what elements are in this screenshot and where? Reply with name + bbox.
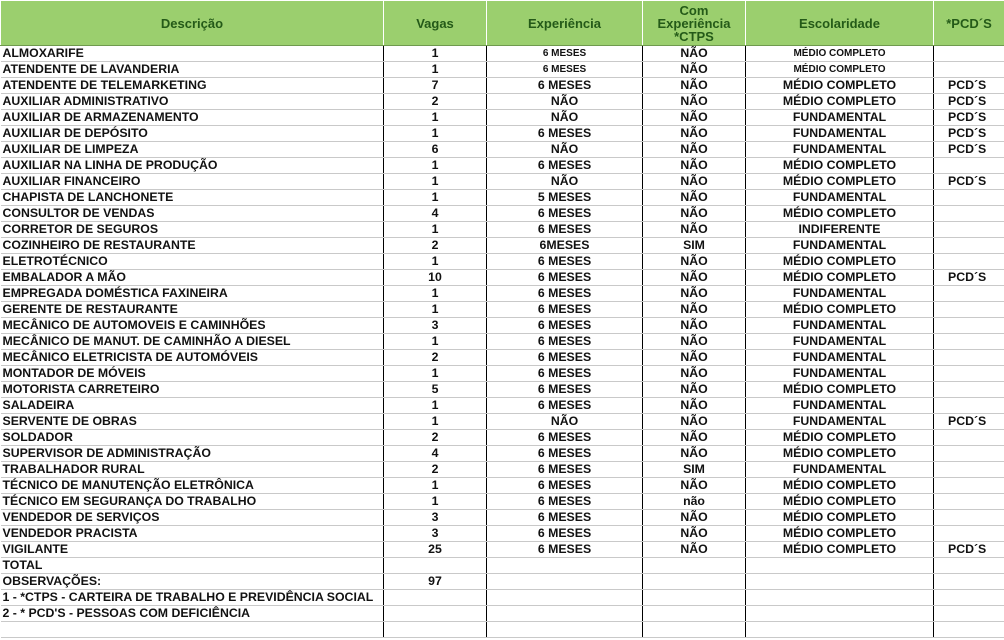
total-empty-pcd bbox=[934, 558, 1004, 574]
schooling-cell: FUNDAMENTAL bbox=[746, 126, 934, 142]
obs-empty-pcd bbox=[934, 574, 1004, 590]
pcd-eligible-cell bbox=[934, 222, 1004, 238]
pcd-eligible-cell: PCD´S bbox=[934, 94, 1004, 110]
job-title-cell: SALADEIRA bbox=[1, 398, 384, 414]
job-title-cell: ELETROTÉCNICO bbox=[1, 254, 384, 270]
experience-cell: 6 MESES bbox=[487, 206, 643, 222]
job-title-cell: SERVENTE DE OBRAS bbox=[1, 414, 384, 430]
experience-cell: 6 MESES bbox=[487, 78, 643, 94]
note2-empty-experiencia bbox=[487, 606, 643, 622]
ctps-experience-cell: NÃO bbox=[643, 526, 746, 542]
pcd-eligible-cell bbox=[934, 398, 1004, 414]
vacancies-cell: 10 bbox=[384, 270, 487, 286]
schooling-cell: MÉDIO COMPLETO bbox=[746, 270, 934, 286]
experience-cell: 6 MESES bbox=[487, 494, 643, 510]
experience-cell: 6 MESES bbox=[487, 334, 643, 350]
experience-cell: 6 MESES bbox=[487, 542, 643, 558]
ctps-experience-cell: NÃO bbox=[643, 126, 746, 142]
ctps-experience-cell: NÃO bbox=[643, 430, 746, 446]
blank-row bbox=[1, 622, 1004, 638]
pcd-eligible-cell bbox=[934, 478, 1004, 494]
header-experiencia: Experiência bbox=[487, 1, 643, 46]
table-header bbox=[1, 1, 1004, 46]
schooling-cell: MÉDIO COMPLETO bbox=[746, 254, 934, 270]
schooling-cell: MÉDIO COMPLETO bbox=[746, 302, 934, 318]
schooling-cell: MÉDIO COMPLETO bbox=[746, 94, 934, 110]
experience-cell: 6 MESES bbox=[487, 462, 643, 478]
table-row bbox=[1, 238, 1004, 254]
note2-empty-ctps bbox=[643, 606, 746, 622]
pcd-eligible-cell bbox=[934, 254, 1004, 270]
ctps-experience-cell: NÃO bbox=[643, 414, 746, 430]
job-title-cell: AUXILIAR ADMINISTRATIVO bbox=[1, 94, 384, 110]
note2-empty-escolaridade bbox=[746, 606, 934, 622]
blank-cell-escolaridade bbox=[746, 622, 934, 638]
schooling-cell: MÉDIO COMPLETO bbox=[746, 158, 934, 174]
schooling-cell: FUNDAMENTAL bbox=[746, 238, 934, 254]
schooling-cell: MÉDIO COMPLETO bbox=[746, 494, 934, 510]
job-title-cell: ALMOXARIFE bbox=[1, 46, 384, 62]
table-body bbox=[1, 46, 1004, 638]
table-row bbox=[1, 126, 1004, 142]
vacancies-cell: 1 bbox=[384, 286, 487, 302]
table-row bbox=[1, 350, 1004, 366]
experience-cell: 6 MESES bbox=[487, 270, 643, 286]
total-empty-ctps bbox=[643, 558, 746, 574]
note1-empty-experiencia bbox=[487, 590, 643, 606]
vacancies-cell: 6 bbox=[384, 142, 487, 158]
vacancies-cell: 5 bbox=[384, 382, 487, 398]
schooling-cell: MÉDIO COMPLETO bbox=[746, 206, 934, 222]
ctps-experience-cell: NÃO bbox=[643, 478, 746, 494]
schooling-cell: MÉDIO COMPLETO bbox=[746, 526, 934, 542]
note1-empty-pcd bbox=[934, 590, 1004, 606]
ctps-experience-cell: NÃO bbox=[643, 174, 746, 190]
experience-cell: 6MESES bbox=[487, 238, 643, 254]
job-title-cell: CORRETOR DE SEGUROS bbox=[1, 222, 384, 238]
experience-cell: NÃO bbox=[487, 94, 643, 110]
vacancies-cell: 1 bbox=[384, 222, 487, 238]
table-row bbox=[1, 398, 1004, 414]
schooling-cell: MÉDIO COMPLETO bbox=[746, 478, 934, 494]
schooling-cell: FUNDAMENTAL bbox=[746, 350, 934, 366]
header-pcd: *PCD´S bbox=[934, 1, 1004, 46]
table-row bbox=[1, 174, 1004, 190]
observacoes-label: OBSERVAÇÕES: bbox=[1, 574, 384, 590]
schooling-cell: FUNDAMENTAL bbox=[746, 334, 934, 350]
note1-empty-escolaridade bbox=[746, 590, 934, 606]
pcd-eligible-cell: PCD´S bbox=[934, 110, 1004, 126]
job-title-cell: TÉCNICO EM SEGURANÇA DO TRABALHO bbox=[1, 494, 384, 510]
vacancies-cell: 1 bbox=[384, 190, 487, 206]
total-empty-escolaridade bbox=[746, 558, 934, 574]
table-row bbox=[1, 318, 1004, 334]
job-title-cell: MOTORISTA CARRETEIRO bbox=[1, 382, 384, 398]
table-row bbox=[1, 494, 1004, 510]
job-title-cell: TÉCNICO DE MANUTENÇÃO ELETRÔNICA bbox=[1, 478, 384, 494]
ctps-experience-cell: NÃO bbox=[643, 142, 746, 158]
pcd-eligible-cell bbox=[934, 430, 1004, 446]
pcd-eligible-cell: PCD´S bbox=[934, 142, 1004, 158]
vacancies-cell: 1 bbox=[384, 62, 487, 78]
ctps-experience-cell: NÃO bbox=[643, 110, 746, 126]
schooling-cell: MÉDIO COMPLETO bbox=[746, 62, 934, 78]
schooling-cell: MÉDIO COMPLETO bbox=[746, 382, 934, 398]
vacancies-cell: 2 bbox=[384, 238, 487, 254]
job-title-cell: VIGILANTE bbox=[1, 542, 384, 558]
job-title-cell: VENDEDOR PRACISTA bbox=[1, 526, 384, 542]
experience-cell: 6 MESES bbox=[487, 46, 643, 62]
table-row bbox=[1, 382, 1004, 398]
table-row bbox=[1, 254, 1004, 270]
schooling-cell: FUNDAMENTAL bbox=[746, 398, 934, 414]
observacoes-row bbox=[1, 574, 1004, 590]
ctps-experience-cell: NÃO bbox=[643, 334, 746, 350]
ctps-experience-cell: NÃO bbox=[643, 350, 746, 366]
table-row bbox=[1, 206, 1004, 222]
ctps-experience-cell: NÃO bbox=[643, 62, 746, 78]
pcd-eligible-cell bbox=[934, 286, 1004, 302]
pcd-eligible-cell bbox=[934, 350, 1004, 366]
table-row bbox=[1, 334, 1004, 350]
experience-cell: NÃO bbox=[487, 142, 643, 158]
experience-cell: 6 MESES bbox=[487, 366, 643, 382]
vacancies-cell: 7 bbox=[384, 78, 487, 94]
pcd-eligible-cell bbox=[934, 318, 1004, 334]
vacancies-cell: 1 bbox=[384, 414, 487, 430]
table-row bbox=[1, 526, 1004, 542]
job-title-cell: VENDEDOR DE SERVIÇOS bbox=[1, 510, 384, 526]
job-title-cell: CONSULTOR DE VENDAS bbox=[1, 206, 384, 222]
job-title-cell: MONTADOR DE MÓVEIS bbox=[1, 366, 384, 382]
ctps-experience-cell: NÃO bbox=[643, 302, 746, 318]
blank-cell-experiencia bbox=[487, 622, 643, 638]
job-title-cell: SUPERVISOR DE ADMINISTRAÇÃO bbox=[1, 446, 384, 462]
table-row bbox=[1, 462, 1004, 478]
schooling-cell: MÉDIO COMPLETO bbox=[746, 510, 934, 526]
job-title-cell: AUXILIAR DE LIMPEZA bbox=[1, 142, 384, 158]
table-row bbox=[1, 94, 1004, 110]
pcd-eligible-cell bbox=[934, 190, 1004, 206]
ctps-experience-cell: NÃO bbox=[643, 446, 746, 462]
job-title-cell: EMPREGADA DOMÉSTICA FAXINEIRA bbox=[1, 286, 384, 302]
ctps-experience-cell: SIM bbox=[643, 462, 746, 478]
experience-cell: 6 MESES bbox=[487, 478, 643, 494]
schooling-cell: MÉDIO COMPLETO bbox=[746, 542, 934, 558]
experience-cell: 6 MESES bbox=[487, 430, 643, 446]
ctps-experience-cell: SIM bbox=[643, 238, 746, 254]
schooling-cell: MÉDIO COMPLETO bbox=[746, 446, 934, 462]
experience-cell: 6 MESES bbox=[487, 254, 643, 270]
note-row-pcd bbox=[1, 606, 1004, 622]
experience-cell: 6 MESES bbox=[487, 318, 643, 334]
ctps-experience-cell: NÃO bbox=[643, 78, 746, 94]
pcd-eligible-cell: PCD´S bbox=[934, 542, 1004, 558]
header-vagas: Vagas bbox=[384, 1, 487, 46]
pcd-eligible-cell bbox=[934, 62, 1004, 78]
total-value: 97 bbox=[384, 574, 487, 590]
ctps-experience-cell: NÃO bbox=[643, 46, 746, 62]
pcd-eligible-cell bbox=[934, 510, 1004, 526]
note1-empty-ctps bbox=[643, 590, 746, 606]
job-title-cell: AUXILIAR DE DEPÓSITO bbox=[1, 126, 384, 142]
pcd-eligible-cell bbox=[934, 158, 1004, 174]
vacancies-cell: 3 bbox=[384, 318, 487, 334]
pcd-eligible-cell: PCD´S bbox=[934, 270, 1004, 286]
schooling-cell: FUNDAMENTAL bbox=[746, 190, 934, 206]
schooling-cell: FUNDAMENTAL bbox=[746, 142, 934, 158]
vacancies-cell: 3 bbox=[384, 526, 487, 542]
job-title-cell: MECÂNICO DE AUTOMOVEIS E CAMINHÕES bbox=[1, 318, 384, 334]
schooling-cell: MÉDIO COMPLETO bbox=[746, 46, 934, 62]
experience-cell: 6 MESES bbox=[487, 526, 643, 542]
job-title-cell: COZINHEIRO DE RESTAURANTE bbox=[1, 238, 384, 254]
vacancies-cell: 4 bbox=[384, 206, 487, 222]
job-title-cell: AUXILIAR FINANCEIRO bbox=[1, 174, 384, 190]
pcd-eligible-cell bbox=[934, 366, 1004, 382]
experience-cell: NÃO bbox=[487, 414, 643, 430]
pcd-eligible-cell bbox=[934, 526, 1004, 542]
pcd-eligible-cell: PCD´S bbox=[934, 78, 1004, 94]
job-title-cell: SOLDADOR bbox=[1, 430, 384, 446]
total-row bbox=[1, 558, 1004, 574]
pcd-eligible-cell bbox=[934, 238, 1004, 254]
experience-cell: 6 MESES bbox=[487, 510, 643, 526]
table-row bbox=[1, 222, 1004, 238]
obs-empty-ctps bbox=[643, 574, 746, 590]
header-descricao: Descrição bbox=[1, 1, 384, 46]
experience-cell: 6 MESES bbox=[487, 126, 643, 142]
pcd-eligible-cell bbox=[934, 382, 1004, 398]
vacancies-cell: 1 bbox=[384, 174, 487, 190]
note2-empty-pcd bbox=[934, 606, 1004, 622]
job-title-cell: CHAPISTA DE LANCHONETE bbox=[1, 190, 384, 206]
job-title-cell: ATENDENTE DE TELEMARKETING bbox=[1, 78, 384, 94]
ctps-experience-cell: NÃO bbox=[643, 270, 746, 286]
obs-empty-escolaridade bbox=[746, 574, 934, 590]
table-row bbox=[1, 430, 1004, 446]
vacancies-cell: 25 bbox=[384, 542, 487, 558]
table-row bbox=[1, 270, 1004, 286]
schooling-cell: FUNDAMENTAL bbox=[746, 318, 934, 334]
experience-cell: 6 MESES bbox=[487, 222, 643, 238]
experience-cell: 6 MESES bbox=[487, 62, 643, 78]
table-row bbox=[1, 110, 1004, 126]
ctps-experience-cell: NÃO bbox=[643, 206, 746, 222]
blank-cell-ctps bbox=[643, 622, 746, 638]
ctps-experience-cell: NÃO bbox=[643, 382, 746, 398]
vacancies-cell: 1 bbox=[384, 302, 487, 318]
note2-empty-vagas bbox=[384, 606, 487, 622]
pcd-eligible-cell bbox=[934, 334, 1004, 350]
ctps-experience-cell: NÃO bbox=[643, 94, 746, 110]
pcd-eligible-cell bbox=[934, 302, 1004, 318]
experience-cell: 6 MESES bbox=[487, 302, 643, 318]
vacancies-cell: 1 bbox=[384, 334, 487, 350]
experience-cell: 6 MESES bbox=[487, 286, 643, 302]
schooling-cell: FUNDAMENTAL bbox=[746, 414, 934, 430]
ctps-experience-cell: NÃO bbox=[643, 190, 746, 206]
table-row bbox=[1, 158, 1004, 174]
ctps-experience-cell: NÃO bbox=[643, 286, 746, 302]
ctps-experience-cell: NÃO bbox=[643, 318, 746, 334]
vacancies-cell: 1 bbox=[384, 126, 487, 142]
blank-cell-pcd bbox=[934, 622, 1004, 638]
experience-cell: 5 MESES bbox=[487, 190, 643, 206]
vacancies-cell: 1 bbox=[384, 46, 487, 62]
ctps-experience-cell: NÃO bbox=[643, 398, 746, 414]
table-row bbox=[1, 286, 1004, 302]
header-escolaridade: Escolaridade bbox=[746, 1, 934, 46]
vacancies-cell: 1 bbox=[384, 158, 487, 174]
vacancies-cell: 3 bbox=[384, 510, 487, 526]
table-row bbox=[1, 62, 1004, 78]
table-row bbox=[1, 190, 1004, 206]
experience-cell: NÃO bbox=[487, 174, 643, 190]
experience-cell: NÃO bbox=[487, 110, 643, 126]
schooling-cell: MÉDIO COMPLETO bbox=[746, 78, 934, 94]
table-row bbox=[1, 478, 1004, 494]
job-title-cell: ATENDENTE DE LAVANDERIA bbox=[1, 62, 384, 78]
job-title-cell: MECÂNICO DE MANUT. DE CAMINHÃO A DIESEL bbox=[1, 334, 384, 350]
ctps-experience-cell: não bbox=[643, 494, 746, 510]
header-ctps bbox=[643, 1, 746, 46]
job-title-cell: AUXILIAR NA LINHA DE PRODUÇÃO bbox=[1, 158, 384, 174]
pcd-eligible-cell bbox=[934, 446, 1004, 462]
note1-empty-vagas bbox=[384, 590, 487, 606]
vacancies-cell: 4 bbox=[384, 446, 487, 462]
table-row bbox=[1, 510, 1004, 526]
pcd-eligible-cell: PCD´S bbox=[934, 126, 1004, 142]
vacancies-cell: 1 bbox=[384, 398, 487, 414]
vacancies-cell: 1 bbox=[384, 254, 487, 270]
pcd-eligible-cell bbox=[934, 494, 1004, 510]
ctps-experience-cell: NÃO bbox=[643, 510, 746, 526]
experience-cell: 6 MESES bbox=[487, 158, 643, 174]
schooling-cell: MÉDIO COMPLETO bbox=[746, 174, 934, 190]
table-row bbox=[1, 142, 1004, 158]
schooling-cell: MÉDIO COMPLETO bbox=[746, 430, 934, 446]
table-row bbox=[1, 446, 1004, 462]
blank-cell-vagas bbox=[384, 622, 487, 638]
note-row-ctps bbox=[1, 590, 1004, 606]
vacancies-cell: 1 bbox=[384, 110, 487, 126]
experience-cell: 6 MESES bbox=[487, 350, 643, 366]
header-ctps-line3: *CTPS bbox=[674, 28, 714, 44]
job-title-cell: AUXILIAR DE ARMAZENAMENTO bbox=[1, 110, 384, 126]
header-ctps-line2: Experiência bbox=[657, 15, 731, 31]
blank-cell-descricao bbox=[1, 622, 384, 638]
vacancies-cell: 2 bbox=[384, 462, 487, 478]
experience-cell: 6 MESES bbox=[487, 446, 643, 462]
job-title-cell: GERENTE DE RESTAURANTE bbox=[1, 302, 384, 318]
experience-cell: 6 MESES bbox=[487, 382, 643, 398]
vacancies-cell: 2 bbox=[384, 430, 487, 446]
ctps-experience-cell: NÃO bbox=[643, 254, 746, 270]
job-title-cell: MECÂNICO ELETRICISTA DE AUTOMÓVEIS bbox=[1, 350, 384, 366]
pcd-eligible-cell: PCD´S bbox=[934, 414, 1004, 430]
ctps-experience-cell: NÃO bbox=[643, 366, 746, 382]
table-row bbox=[1, 414, 1004, 430]
obs-empty-experiencia bbox=[487, 574, 643, 590]
ctps-experience-cell: NÃO bbox=[643, 222, 746, 238]
table-row bbox=[1, 542, 1004, 558]
vacancies-cell: 1 bbox=[384, 478, 487, 494]
schooling-cell: FUNDAMENTAL bbox=[746, 462, 934, 478]
total-label: TOTAL bbox=[1, 558, 384, 574]
job-title-cell: EMBALADOR A MÃO bbox=[1, 270, 384, 286]
note-ctps: 1 - *CTPS - CARTEIRA DE TRABALHO E PREVIDÊNCIA SOCIAL bbox=[1, 590, 384, 606]
schooling-cell: INDIFERENTE bbox=[746, 222, 934, 238]
vacancies-cell: 2 bbox=[384, 350, 487, 366]
vacancies-cell: 1 bbox=[384, 366, 487, 382]
table-row bbox=[1, 78, 1004, 94]
table-row bbox=[1, 366, 1004, 382]
ctps-experience-cell: NÃO bbox=[643, 542, 746, 558]
vacancies-cell: 1 bbox=[384, 494, 487, 510]
experience-cell: 6 MESES bbox=[487, 398, 643, 414]
note-pcd: 2 - * PCD'S - PESSOAS COM DEFICIÊNCIA bbox=[1, 606, 384, 622]
pcd-eligible-cell bbox=[934, 206, 1004, 222]
pcd-eligible-cell bbox=[934, 46, 1004, 62]
table-row bbox=[1, 302, 1004, 318]
table-row bbox=[1, 46, 1004, 62]
header-ctps-line1: Com bbox=[679, 2, 709, 18]
schooling-cell: FUNDAMENTAL bbox=[746, 366, 934, 382]
vacancies-cell: 2 bbox=[384, 94, 487, 110]
total-empty-experiencia bbox=[487, 558, 643, 574]
pcd-eligible-cell: PCD´S bbox=[934, 174, 1004, 190]
ctps-experience-cell: NÃO bbox=[643, 158, 746, 174]
job-title-cell: TRABALHADOR RURAL bbox=[1, 462, 384, 478]
schooling-cell: FUNDAMENTAL bbox=[746, 286, 934, 302]
pcd-eligible-cell bbox=[934, 462, 1004, 478]
total-empty-vagas bbox=[384, 558, 487, 574]
schooling-cell: FUNDAMENTAL bbox=[746, 110, 934, 126]
